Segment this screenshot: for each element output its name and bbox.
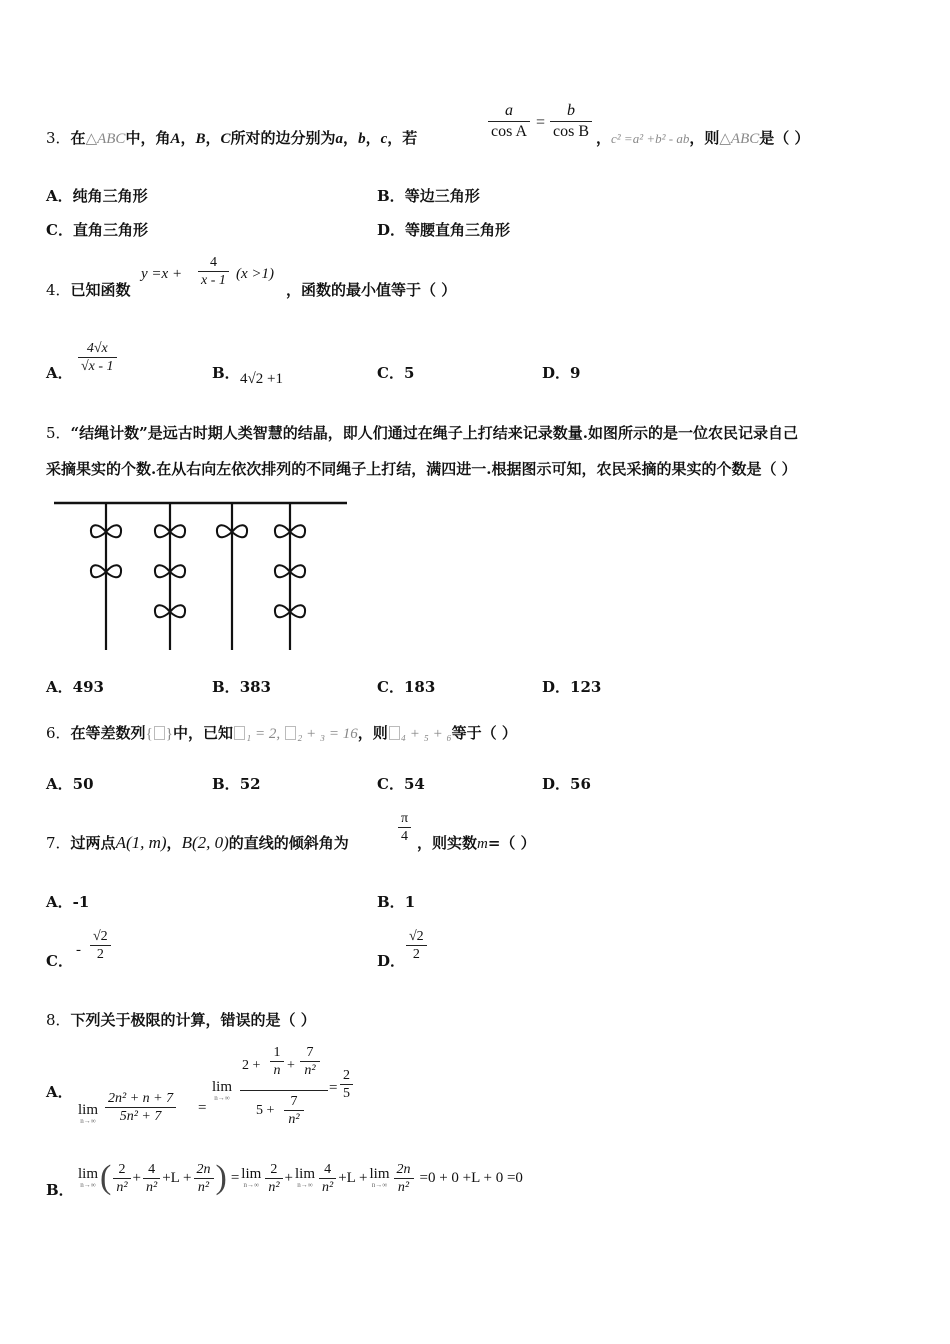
q5-line-2: 采摘果实的个数.在从右向左依次排列的不同绳子上打结，满四进一.根据图示可知，农民采摘的果实的个数是（ ） bbox=[46, 460, 797, 478]
q8-a-num-f2-num: 7 bbox=[300, 1044, 320, 1062]
q8-a-lhs-den: 5n² + 7 bbox=[119, 1109, 162, 1124]
q8-a-lim-2: lim n→∞ bbox=[212, 1079, 233, 1102]
q5-line-1 bbox=[46, 423, 798, 443]
q5-option-d-text: 123 bbox=[570, 678, 602, 696]
q7-point-a: A(1, m) bbox=[115, 833, 167, 852]
q4-option-d-text: 9 bbox=[570, 364, 581, 382]
q7-stem-tail bbox=[417, 833, 536, 854]
q8-b-dots-2: +L + bbox=[338, 1169, 368, 1186]
q4-func-num: 4 bbox=[198, 254, 229, 272]
q5-option-b[interactable]: B．383 bbox=[212, 678, 271, 696]
q7-option-a[interactable]: A．-1 bbox=[46, 893, 90, 911]
q8-a-lhs-num: 2n² + n + 7 bbox=[105, 1090, 176, 1108]
q4-option-b-text: 4√2 +1 bbox=[240, 371, 283, 387]
q4-func-den: x - 1 bbox=[201, 273, 226, 288]
q4-option-c-text: 5 bbox=[403, 364, 415, 382]
q8-b-lim-2: lim n→∞ bbox=[241, 1166, 262, 1189]
q4-func-lhs: y =x + bbox=[141, 266, 183, 282]
q3-frac2-num: b bbox=[550, 101, 592, 122]
q3-text1: 中，角 bbox=[125, 129, 171, 147]
q7-angle-num: π bbox=[398, 810, 411, 828]
q3-pre: 在 bbox=[70, 129, 86, 147]
q7-m: m bbox=[477, 836, 488, 852]
q6-placeholder-icon bbox=[234, 726, 245, 740]
q8-b-term-1: $\frac{2}{\text{n²}}$ bbox=[113, 1161, 130, 1196]
q3-stem: 3．在△ABC中，角A，B，C所对的边分别为a，b，c，若 bbox=[46, 129, 418, 147]
q8-b-plus-2: + bbox=[284, 1169, 293, 1186]
q7-angle-den: 4 bbox=[401, 829, 409, 844]
q8-a-num-f1-den: n bbox=[273, 1063, 281, 1078]
q8-b-term-3: $\frac{2n}{\text{n²}}$ bbox=[194, 1161, 214, 1196]
q5-line1-text: “结绳计数”是远古时期人类智慧的结晶，即人们通过在绳子上打结来记录数量.如图所示的是一位农民记录自己 bbox=[70, 424, 799, 442]
q5-knot-figure bbox=[44, 498, 354, 656]
q3-side-b: b bbox=[358, 131, 366, 147]
q3-triangle: △ABC bbox=[85, 131, 126, 147]
q8-b-result: =0 + 0 +L + 0 =0 bbox=[419, 1169, 523, 1186]
q7-option-c-num: √2 bbox=[90, 928, 111, 946]
q3-text2: 所对的边分别为 bbox=[230, 129, 336, 147]
q6-sequence: { } bbox=[145, 726, 173, 742]
q7-option-c-fraction bbox=[90, 928, 111, 963]
q3-side-c: c bbox=[380, 131, 388, 147]
q4-stem bbox=[46, 280, 131, 300]
q3-angle-c: C bbox=[220, 131, 231, 147]
q3-fraction-2 bbox=[550, 101, 592, 142]
q3-frac1-den: cos A bbox=[491, 123, 527, 140]
q3-side-a: a bbox=[335, 131, 344, 147]
q8-option-b[interactable]: B． bbox=[46, 1181, 74, 1199]
q7-option-d-fraction bbox=[406, 928, 427, 963]
q3-option-a-text: 纯角三角形 bbox=[72, 187, 148, 205]
q8-b-lim-4: lim n→∞ bbox=[369, 1166, 390, 1189]
q5-option-d[interactable]: D．123 bbox=[542, 678, 602, 696]
q3-number: 3． bbox=[46, 129, 71, 147]
q8-a-lim-1: lim n→∞ bbox=[78, 1102, 99, 1125]
q6-option-c-text: 54 bbox=[403, 775, 425, 793]
q6-pre: 在等差数列 bbox=[70, 724, 146, 742]
q7-option-d-den: 2 bbox=[412, 947, 420, 962]
q6-post: 等于（ ） bbox=[451, 724, 517, 742]
q7-comma: ， bbox=[166, 834, 182, 852]
q8-a-den-f-num: 7 bbox=[284, 1093, 304, 1111]
q3-frac2-den: cos B bbox=[553, 123, 589, 140]
q3-angle-a: A bbox=[170, 131, 181, 147]
q7-option-c-sign: - bbox=[76, 942, 81, 958]
q7-post1: ，则实数 bbox=[417, 834, 478, 852]
q6-option-b-text: 52 bbox=[239, 775, 261, 793]
q6-then: ，则 bbox=[357, 724, 388, 742]
q5-option-a[interactable]: A．493 bbox=[46, 678, 104, 696]
q8-b-lim-1: lim n→∞ bbox=[78, 1166, 99, 1189]
q8-number: 8． bbox=[46, 1011, 71, 1029]
q3-option-b[interactable]: B．等边三角形 bbox=[377, 187, 480, 205]
q4-func-cond: (x >1) bbox=[236, 266, 275, 282]
q8-b-lim-3: lim n→∞ bbox=[294, 1166, 315, 1189]
q3-equals: = bbox=[536, 114, 546, 131]
q7-number: 7． bbox=[46, 834, 71, 852]
q8-a-result-den: 5 bbox=[343, 1086, 350, 1101]
q6-option-a-text: 50 bbox=[72, 775, 94, 793]
q6-placeholder-icon bbox=[285, 726, 296, 740]
q5-option-c[interactable]: C．183 bbox=[377, 678, 436, 696]
q6-option-a[interactable]: A．50 bbox=[46, 775, 94, 793]
q6-sequence-placeholder-icon bbox=[154, 726, 165, 740]
q8-a-result-num: 2 bbox=[340, 1067, 353, 1085]
q3-text4: ，则 bbox=[689, 129, 720, 147]
q3-option-c-text: 直角三角形 bbox=[72, 221, 148, 239]
q7-option-d[interactable]: D． bbox=[377, 952, 406, 970]
q8-a-equals-2: = bbox=[329, 1080, 338, 1096]
q4-option-b[interactable]: B． bbox=[212, 364, 240, 382]
q3-triangle-2: △ABC bbox=[719, 131, 760, 147]
q4-option-c[interactable]: C．5 bbox=[377, 364, 415, 382]
q3-option-c[interactable]: C．直角三角形 bbox=[46, 221, 148, 239]
q3-fraction-1 bbox=[488, 101, 530, 142]
q6-option-c[interactable]: C．54 bbox=[377, 775, 425, 793]
q4-option-a-fraction bbox=[78, 340, 117, 375]
q8-b-equals: = bbox=[230, 1169, 240, 1186]
q3-option-d[interactable]: D．等腰直角三角形 bbox=[377, 221, 511, 239]
q3-option-d-text: 等腰直角三角形 bbox=[405, 221, 511, 239]
q7-option-c-den: 2 bbox=[96, 947, 104, 962]
q6-target-sum: ₄ + ₅ + ₆ bbox=[388, 726, 452, 742]
q4-number: 4． bbox=[46, 281, 71, 299]
q7-option-d-num: √2 bbox=[406, 928, 427, 946]
q7-stem bbox=[46, 833, 349, 853]
q8-a-result-fraction bbox=[340, 1067, 353, 1102]
q5-option-a-text: 493 bbox=[72, 678, 104, 696]
q7-mid: 的直线的倾斜角为 bbox=[228, 834, 349, 852]
q8-b-plus-1: + bbox=[132, 1169, 142, 1186]
q6-option-d[interactable]: D．56 bbox=[542, 775, 591, 793]
q3-stem-tail: ，c² =a² +b² - ab，则△ABC是（ ） bbox=[596, 129, 810, 147]
q5-option-b-text: 383 bbox=[239, 678, 271, 696]
q6-mid: 中，已知 bbox=[172, 724, 233, 742]
q7-pre: 过两点 bbox=[70, 834, 116, 852]
q8-b-term-6: $\frac{2n}{\text{n²}}$ bbox=[394, 1161, 414, 1196]
q7-option-c[interactable]: C． bbox=[46, 952, 73, 970]
q7-point-b: B(2, 0) bbox=[181, 833, 229, 852]
q8-b-left-paren: ( bbox=[100, 1159, 112, 1196]
q8-a-den-f-den: n² bbox=[288, 1112, 300, 1127]
q4-option-d[interactable]: D．9 bbox=[542, 364, 581, 382]
q6-condition-2: ₂ + ₃ = 16 bbox=[284, 726, 358, 742]
q6-option-d-text: 56 bbox=[570, 775, 591, 793]
q4-option-a-den: √x - 1 bbox=[81, 359, 114, 374]
q5-number: 5． bbox=[46, 424, 71, 442]
q8-a-compound-fraction bbox=[240, 1044, 328, 1135]
q4-option-a[interactable]: A． bbox=[46, 364, 73, 382]
q8-a-num-plus: + bbox=[287, 1058, 295, 1073]
q6-placeholder-icon bbox=[389, 726, 400, 740]
q8-b-term-5: $\frac{4}{\text{n²}}$ bbox=[319, 1161, 336, 1196]
q8-b-expression bbox=[76, 1156, 523, 1200]
q3-option-b-text: 等边三角形 bbox=[404, 187, 480, 205]
q8-stem bbox=[46, 1010, 316, 1030]
q8-b-right-paren: ) bbox=[215, 1159, 227, 1196]
q7-option-b-text: 1 bbox=[404, 893, 416, 911]
q3-text5: 是（ ） bbox=[759, 129, 810, 147]
q7-post2: =（ ） bbox=[487, 834, 536, 852]
q4-option-a-num: 4√x bbox=[78, 340, 117, 358]
q3-frac1-num: a bbox=[488, 101, 530, 122]
q5-option-c-text: 183 bbox=[403, 678, 436, 696]
q8-a-num-f1-num: 1 bbox=[270, 1044, 284, 1062]
q8-b-dots-1: +L + bbox=[162, 1169, 192, 1186]
q8-a-lhs-fraction bbox=[105, 1090, 176, 1125]
q7-angle-fraction bbox=[398, 810, 411, 845]
q3-option-a[interactable]: A．纯角三角形 bbox=[46, 187, 148, 205]
q6-condition-1: ₁ = 2, bbox=[233, 726, 280, 742]
q8-a-num-f2-den: n² bbox=[304, 1063, 316, 1078]
q8-a-den-const: 5 + bbox=[256, 1103, 275, 1118]
q6-option-b[interactable]: B．52 bbox=[212, 775, 261, 793]
q8-a-equals: = bbox=[198, 1100, 207, 1116]
q3-text3: ，若 bbox=[387, 129, 418, 147]
q8-option-a[interactable]: A． bbox=[46, 1083, 73, 1101]
q8-a-num-const: 2 + bbox=[242, 1058, 261, 1073]
q4-post: ，函数的最小值等于（ ） bbox=[286, 281, 457, 299]
q8-stem-text: 下列关于极限的计算，错误的是（ ） bbox=[70, 1011, 316, 1029]
q7-option-a-text: -1 bbox=[72, 893, 90, 911]
q8-b-term-4: $\frac{2}{\text{n²}}$ bbox=[265, 1161, 282, 1196]
q3-angle-b: B bbox=[195, 131, 206, 147]
q4-func-fraction bbox=[198, 254, 229, 289]
q3-condition-2: c² =a² +b² - ab bbox=[611, 131, 690, 146]
q6-stem bbox=[46, 723, 517, 744]
q6-number: 6． bbox=[46, 724, 71, 742]
q7-option-b[interactable]: B．1 bbox=[377, 893, 416, 911]
q8-b-term-2: $\frac{4}{\text{n²}}$ bbox=[143, 1161, 160, 1196]
q4-pre: 已知函数 bbox=[70, 281, 131, 299]
